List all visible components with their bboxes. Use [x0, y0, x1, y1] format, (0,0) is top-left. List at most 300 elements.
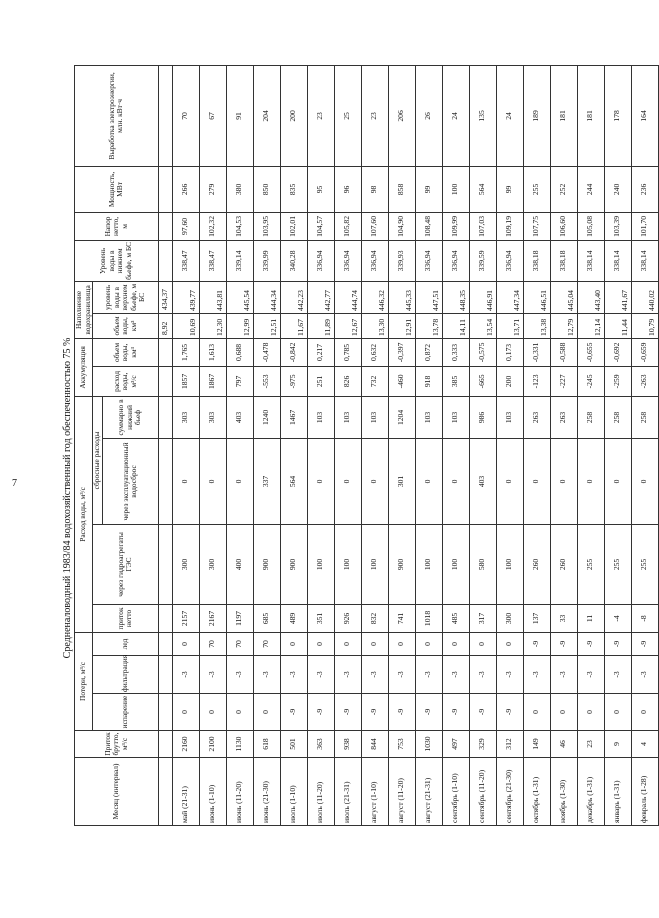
table-body: [158, 65, 658, 825]
cell-turb: 300: [172, 524, 199, 604]
cell-net: -4: [604, 604, 631, 632]
cell-vol-wrap: [226, 313, 253, 338]
cell-initial-level: 434,37: [158, 281, 172, 313]
header-evaporation: испарение: [93, 694, 159, 731]
table-row: [172, 65, 199, 825]
cell-turb: 100: [442, 524, 469, 604]
cell-vol: 12,91: [403, 318, 413, 336]
table-row: [415, 65, 442, 825]
cell-power: 266: [172, 166, 199, 212]
cell-head: 107,03: [469, 212, 496, 240]
cell-power: 850: [253, 166, 280, 212]
cell-turb: 100: [496, 524, 523, 604]
cell-vol-wrap: [550, 313, 577, 338]
cell-inflow: 149: [523, 731, 550, 758]
cell-month: август (21-31): [415, 758, 442, 826]
cell-spill: 0: [496, 438, 523, 524]
cell-month: июнь (11-20): [226, 758, 253, 826]
cell-low: 340,28: [280, 240, 307, 281]
cell-net: 489: [280, 604, 307, 632]
empty-cell: [158, 338, 172, 366]
header-downstream-level: Уровень воды в нижнем бьефе, м БС: [75, 240, 159, 281]
cell-spill: 0: [550, 438, 577, 524]
cell-power: 100: [442, 166, 469, 212]
cell-evap: 0: [550, 694, 577, 731]
cell-evap: 0: [523, 694, 550, 731]
cell-energy: 164: [631, 65, 658, 166]
cell-lvl: 446,32: [376, 290, 386, 311]
cell-total: 303: [172, 396, 199, 438]
cell-net: 1197: [226, 604, 253, 632]
cell-turb: 400: [226, 524, 253, 604]
cell-accq: 385: [442, 366, 469, 396]
cell-head: 104,90: [388, 212, 415, 240]
cell-head: 102,01: [280, 212, 307, 240]
cell-month: декабрь (1-31): [577, 758, 604, 826]
empty-cell: [158, 240, 172, 281]
cell-lvl: 444,74: [349, 290, 359, 311]
cell-energy: 24: [496, 65, 523, 166]
cell-power: 98: [361, 166, 388, 212]
cell-accq: -227: [550, 366, 577, 396]
cell-lvl: 446,91: [484, 290, 494, 311]
cell-vol: 12,99: [241, 318, 251, 336]
cell-vol-wrap: [307, 313, 334, 338]
cell-spill: 0: [199, 438, 226, 524]
cell-turb: 260: [523, 524, 550, 604]
table-row: [631, 65, 658, 825]
header-accumulation: Аккумуляция: [75, 338, 93, 396]
empty-cell: [158, 524, 172, 604]
cell-filt: -3: [226, 656, 253, 694]
cell-month: сентябрь (21-30): [496, 758, 523, 826]
cell-energy: 91: [226, 65, 253, 166]
cell-lvl-wrap: [550, 281, 577, 313]
cell-lvl-wrap: [172, 281, 199, 313]
header-filling: Наполнение водохранилища: [75, 281, 93, 338]
cell-power: 279: [199, 166, 226, 212]
cell-turb: 100: [334, 524, 361, 604]
cell-head: 105,82: [334, 212, 361, 240]
cell-turb: 300: [199, 524, 226, 604]
cell-accv: -0,397: [388, 338, 415, 366]
cell-turb: 255: [577, 524, 604, 604]
cell-lvl-wrap: [280, 281, 307, 313]
cell-vol-wrap: [469, 313, 496, 338]
cell-ice: 0: [388, 632, 415, 655]
cell-accv: 1,765: [172, 338, 199, 366]
cell-total: 103: [334, 396, 361, 438]
header-fill-volume: объем воды, км³: [93, 313, 159, 338]
cell-total: 103: [415, 396, 442, 438]
reservoir-regime-table: [74, 65, 659, 826]
cell-vol: 10,79: [646, 318, 656, 336]
cell-month: август (11-20): [388, 758, 415, 826]
cell-spill: 0: [334, 438, 361, 524]
cell-ice: 0: [469, 632, 496, 655]
cell-head: 104,53: [226, 212, 253, 240]
cell-month: июнь (21-30): [253, 758, 280, 826]
cell-energy: 200: [280, 65, 307, 166]
cell-lvl-wrap: [631, 281, 658, 313]
cell-ice: 0: [172, 632, 199, 655]
cell-filt: -3: [469, 656, 496, 694]
cell-vol: 12,30: [214, 318, 224, 336]
cell-lvl: 445,54: [241, 290, 251, 311]
header-through-spillway: через эксплуатационный водосброс: [102, 438, 158, 524]
cell-vol: 10,69: [187, 318, 197, 336]
cell-spill: 0: [415, 438, 442, 524]
cell-turb: 900: [388, 524, 415, 604]
cell-low: 338,14: [604, 240, 631, 281]
cell-filt: -3: [199, 656, 226, 694]
cell-total: 103: [496, 396, 523, 438]
table-row: [253, 65, 280, 825]
cell-ice: 0: [307, 632, 334, 655]
table-row: [199, 65, 226, 825]
cell-inflow: 938: [334, 731, 361, 758]
cell-net: 2167: [199, 604, 226, 632]
cell-vol: 13,78: [430, 318, 440, 336]
cell-ice: -9: [577, 632, 604, 655]
cell-lvl-wrap: [388, 281, 415, 313]
empty-cell: [158, 396, 172, 438]
cell-lvl: 442,23: [295, 290, 305, 311]
cell-accq: -553: [253, 366, 280, 396]
table-row: [388, 65, 415, 825]
cell-ice: 0: [415, 632, 442, 655]
cell-power: 96: [334, 166, 361, 212]
table-row: [307, 65, 334, 825]
header-losses: Потери, м³/с: [75, 632, 93, 730]
cell-inflow: 497: [442, 731, 469, 758]
cell-ice: -9: [604, 632, 631, 655]
cell-ice: 0: [334, 632, 361, 655]
cell-lvl: 446,51: [538, 290, 548, 311]
cell-power: 858: [388, 166, 415, 212]
cell-filt: -3: [604, 656, 631, 694]
table-row: [496, 65, 523, 825]
cell-low: 336,94: [496, 240, 523, 281]
cell-power: 99: [496, 166, 523, 212]
cell-low: 338,18: [550, 240, 577, 281]
cell-low: 339,59: [469, 240, 496, 281]
cell-energy: 189: [523, 65, 550, 166]
cell-energy: 23: [307, 65, 334, 166]
cell-total: 258: [604, 396, 631, 438]
cell-spill: 403: [469, 438, 496, 524]
cell-net: 1018: [415, 604, 442, 632]
cell-lvl: 443,40: [592, 290, 602, 311]
cell-vol-wrap: [199, 313, 226, 338]
cell-ice: 70: [199, 632, 226, 655]
cell-accq: -460: [388, 366, 415, 396]
cell-net: 2157: [172, 604, 199, 632]
cell-inflow: 2100: [199, 731, 226, 758]
cell-low: 338,14: [631, 240, 658, 281]
cell-evap: -9: [496, 694, 523, 731]
cell-accv: -0,659: [631, 338, 658, 366]
cell-vol: 12,14: [592, 318, 602, 336]
empty-cell: [158, 166, 172, 212]
cell-energy: 67: [199, 65, 226, 166]
cell-turb: 100: [361, 524, 388, 604]
cell-month: сентябрь (1-10): [442, 758, 469, 826]
cell-inflow: 844: [361, 731, 388, 758]
cell-month: октябрь (1-31): [523, 758, 550, 826]
cell-lvl-wrap: [226, 281, 253, 313]
cell-net: 317: [469, 604, 496, 632]
cell-power: 244: [577, 166, 604, 212]
cell-filt: -3: [388, 656, 415, 694]
cell-accq: -263: [631, 366, 658, 396]
cell-turb: 255: [604, 524, 631, 604]
cell-accq: 251: [307, 366, 334, 396]
cell-low: 338,47: [199, 240, 226, 281]
cell-vol: 11,67: [295, 319, 305, 336]
cell-filt: -3: [361, 656, 388, 694]
cell-vol: 11,89: [322, 319, 332, 336]
cell-month: февраль (1-28): [631, 758, 658, 826]
cell-total: 103: [307, 396, 334, 438]
cell-accq: 1857: [172, 366, 199, 396]
cell-net: 300: [496, 604, 523, 632]
table-title: Средненаловодный 1983/84 водохозяйственный год обеспеченностью 75 %: [62, 337, 73, 659]
cell-power: 255: [523, 166, 550, 212]
table-row: [523, 65, 550, 825]
cell-power: 564: [469, 166, 496, 212]
cell-lvl-wrap: [577, 281, 604, 313]
cell-low: 336,94: [334, 240, 361, 281]
cell-vol-wrap: [577, 313, 604, 338]
cell-inflow: 618: [253, 731, 280, 758]
cell-vol: 12,51: [268, 318, 278, 336]
cell-head: 101,70: [631, 212, 658, 240]
cell-lvl-wrap: [361, 281, 388, 313]
cell-vol-wrap: [334, 313, 361, 338]
header-inflow-net: приток нетто: [93, 604, 159, 632]
cell-ice: -9: [631, 632, 658, 655]
cell-turb: 900: [280, 524, 307, 604]
cell-total: 986: [469, 396, 496, 438]
cell-inflow: 46: [550, 731, 577, 758]
cell-ice: 0: [361, 632, 388, 655]
cell-total: 1467: [280, 396, 307, 438]
cell-net: 926: [334, 604, 361, 632]
cell-spill: 0: [631, 438, 658, 524]
cell-total: 1240: [253, 396, 280, 438]
cell-total: 258: [577, 396, 604, 438]
cell-evap: 0: [226, 694, 253, 731]
cell-accv: 0,632: [361, 338, 388, 366]
cell-ice: 0: [496, 632, 523, 655]
cell-accq: -245: [577, 366, 604, 396]
table-row: [577, 65, 604, 825]
cell-month: июль (11-20): [307, 758, 334, 826]
cell-head: 102,32: [199, 212, 226, 240]
cell-lvl-wrap: [442, 281, 469, 313]
cell-ice: 70: [226, 632, 253, 655]
table-row: [442, 65, 469, 825]
cell-accq: 918: [415, 366, 442, 396]
empty-cell: [158, 731, 172, 758]
cell-vol-wrap: [442, 313, 469, 338]
cell-lvl-wrap: [523, 281, 550, 313]
cell-energy: 24: [442, 65, 469, 166]
cell-vol: 13,54: [484, 318, 494, 336]
cell-spill: 564: [280, 438, 307, 524]
cell-vol-wrap: [253, 313, 280, 338]
header-power: Мощность, МВт: [75, 166, 159, 212]
cell-accv: 0,872: [415, 338, 442, 366]
cell-accq: 826: [334, 366, 361, 396]
cell-net: 485: [442, 604, 469, 632]
cell-vol-wrap: [631, 313, 658, 338]
cell-spill: 0: [577, 438, 604, 524]
cell-month: июль (1-10): [280, 758, 307, 826]
cell-net: 137: [523, 604, 550, 632]
cell-low: 336,94: [415, 240, 442, 281]
cell-evap: -9: [442, 694, 469, 731]
cell-lvl-wrap: [415, 281, 442, 313]
cell-lvl-wrap: [604, 281, 631, 313]
cell-accv: -0,655: [577, 338, 604, 366]
cell-inflow: 4: [631, 731, 658, 758]
cell-net: -8: [631, 604, 658, 632]
cell-evap: 0: [577, 694, 604, 731]
cell-initial-volume: 8,92: [158, 313, 172, 338]
cell-net: 351: [307, 604, 334, 632]
cell-vol-wrap: [388, 313, 415, 338]
cell-net: 33: [550, 604, 577, 632]
cell-turb: 100: [415, 524, 442, 604]
cell-accv: -0,478: [253, 338, 280, 366]
cell-accv: 0,217: [307, 338, 334, 366]
cell-lvl-wrap: [307, 281, 334, 313]
cell-filt: -3: [334, 656, 361, 694]
empty-cell: [158, 632, 172, 655]
cell-lvl-wrap: [334, 281, 361, 313]
cell-ice: -9: [550, 632, 577, 655]
cell-energy: 25: [334, 65, 361, 166]
cell-filt: -3: [172, 656, 199, 694]
cell-low: 338,47: [172, 240, 199, 281]
cell-filt: -3: [253, 656, 280, 694]
cell-total: 1204: [388, 396, 415, 438]
cell-month: май (21-31): [172, 758, 199, 826]
cell-total: 403: [226, 396, 253, 438]
cell-inflow: 1030: [415, 731, 442, 758]
cell-spill: 0: [523, 438, 550, 524]
cell-accv: -0,692: [604, 338, 631, 366]
cell-head: 105,08: [577, 212, 604, 240]
cell-energy: 181: [550, 65, 577, 166]
initial-row: [158, 65, 172, 825]
header-acc-flow: расход воды, м³/с: [93, 366, 159, 396]
cell-accv: -0,842: [280, 338, 307, 366]
cell-spill: 0: [226, 438, 253, 524]
cell-total: 103: [361, 396, 388, 438]
cell-filt: -3: [523, 656, 550, 694]
cell-energy: 135: [469, 65, 496, 166]
header-spill: сбросные расходы: [93, 396, 103, 524]
cell-inflow: 1130: [226, 731, 253, 758]
cell-accv: 1,613: [199, 338, 226, 366]
cell-power: 236: [631, 166, 658, 212]
cell-accv: -0,331: [523, 338, 550, 366]
cell-total: 263: [523, 396, 550, 438]
cell-inflow: 329: [469, 731, 496, 758]
header-energy: Выработка электроэнергии, млн. кВт·ч: [75, 65, 159, 166]
cell-ice: 0: [442, 632, 469, 655]
cell-evap: 0: [172, 694, 199, 731]
cell-month: ноябрь (1-30): [550, 758, 577, 826]
cell-accq: -259: [604, 366, 631, 396]
cell-energy: 206: [388, 65, 415, 166]
cell-head: 107,75: [523, 212, 550, 240]
empty-cell: [158, 438, 172, 524]
cell-energy: 181: [577, 65, 604, 166]
cell-turb: 580: [469, 524, 496, 604]
table-row: [334, 65, 361, 825]
empty-cell: [158, 212, 172, 240]
header-inflow-gross: Приток брутто, м³/с: [75, 731, 159, 758]
empty-cell: [158, 656, 172, 694]
header-upstream-level: уровень воды в верхнем бьефе, м БС: [93, 281, 159, 313]
cell-power: 240: [604, 166, 631, 212]
cell-vol: 14,11: [457, 319, 467, 336]
cell-turb: 260: [550, 524, 577, 604]
table-row: [604, 65, 631, 825]
cell-accq: 797: [226, 366, 253, 396]
cell-low: 339,14: [226, 240, 253, 281]
cell-evap: 0: [253, 694, 280, 731]
header-through-turbines: через гидроагрегаты ГЭС: [93, 524, 159, 604]
header-month: Месяц (интервал): [75, 758, 159, 826]
cell-vol: 12,67: [349, 318, 359, 336]
cell-lvl: 443,81: [214, 290, 224, 311]
cell-turb: 900: [253, 524, 280, 604]
table-row: [469, 65, 496, 825]
cell-evap: 0: [631, 694, 658, 731]
header-total-downstream: суммарно в нижний бьеф: [102, 396, 158, 438]
cell-head: 107,60: [361, 212, 388, 240]
cell-inflow: 753: [388, 731, 415, 758]
cell-total: 303: [199, 396, 226, 438]
header-flow: Расход воды, м³/с: [75, 396, 93, 632]
cell-evap: 0: [199, 694, 226, 731]
cell-vol-wrap: [280, 313, 307, 338]
cell-energy: 23: [361, 65, 388, 166]
table-row: [550, 65, 577, 825]
page-number: 7: [12, 478, 17, 489]
cell-accq: 1867: [199, 366, 226, 396]
cell-total: 263: [550, 396, 577, 438]
cell-month: август (1-10): [361, 758, 388, 826]
cell-head: 109,19: [496, 212, 523, 240]
cell-filt: -3: [496, 656, 523, 694]
cell-accv: 0,785: [334, 338, 361, 366]
cell-vol: 11,44: [619, 319, 629, 336]
cell-net: 741: [388, 604, 415, 632]
cell-energy: 70: [172, 65, 199, 166]
cell-spill: 0: [307, 438, 334, 524]
cell-lvl-wrap: [496, 281, 523, 313]
cell-lvl: 445,33: [403, 290, 413, 311]
cell-total: 258: [631, 396, 658, 438]
cell-low: 338,14: [577, 240, 604, 281]
cell-low: 336,94: [361, 240, 388, 281]
